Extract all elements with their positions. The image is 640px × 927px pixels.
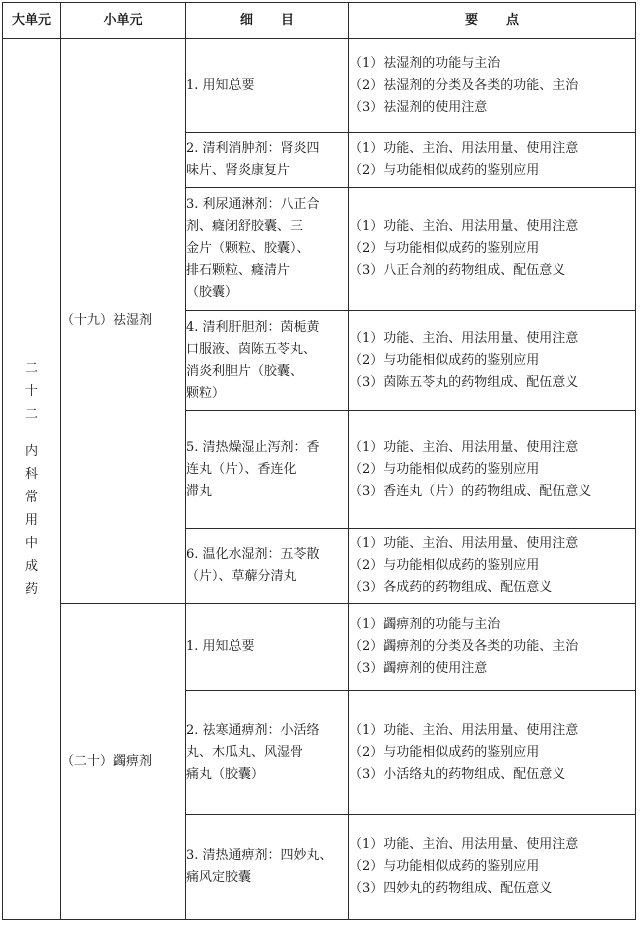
detail-cell: 2. 清利消肿剂：肾炎四 味片、肾炎康复片 — [186, 133, 349, 188]
minor-unit-cell: （二十）蠲痹剂 — [61, 604, 186, 920]
key-points-cell: （1）功能、主治、用法用量、使用注意 （2）与功能相似成药的鉴别应用 （3）小活络丸的药物组成、配伍意义 — [349, 691, 636, 815]
detail-cell: 4. 清利肝胆剂：茵栀黄 口服液、茵陈五苓丸、 消炎利胆片（胶囊、 颗粒） — [186, 311, 349, 411]
header-major-unit: 大单元 — [3, 3, 61, 39]
detail-cell: 3. 清热通痹剂：四妙丸、 痛风定胶囊 — [186, 815, 349, 920]
detail-cell: 2. 祛寒通痹剂：小活络 丸、木瓜丸、风湿骨 痛丸（胶囊） — [186, 691, 349, 815]
header-minor-unit: 小单元 — [61, 3, 186, 39]
key-points-cell: （1）功能、主治、用法用量、使用注意 （2）与功能相似成药的鉴别应用 — [349, 133, 636, 188]
key-points-cell: （1）功能、主治、用法用量、使用注意 （2）与功能相似成药的鉴别应用 （3）茵陈五苓丸的药物组成、配伍意义 — [349, 311, 636, 411]
table-row — [3, 39, 636, 133]
detail-cell: 6. 温化水湿剂：五苓散 （片）、草薢分清丸 — [186, 529, 349, 604]
key-points-cell: （1）功能、主治、用法用量、使用注意 （2）与功能相似成药的鉴别应用 （3）八正合剂的药物组成、配伍意义 — [349, 188, 636, 311]
key-points-cell: （1）功能、主治、用法用量、使用注意 （2）与功能相似成药的鉴别应用 （3）四妙丸的药物组成、配伍意义 — [349, 815, 636, 920]
key-points-cell: （1）功能、主治、用法用量、使用注意 （2）与功能相似成药的鉴别应用 （3）各成药的药物组成、配伍意义 — [349, 529, 636, 604]
detail-cell: 1. 用知总要 — [186, 604, 349, 691]
major-unit-cell — [3, 39, 61, 920]
syllabus-table — [2, 2, 636, 920]
detail-cell: 1. 用知总要 — [186, 39, 349, 133]
detail-cell: 3. 利尿通淋剂：八正合 剂、癃闭舒胶囊、三 金片（颗粒、胶囊）、 排石颗粒、癃清片 （胶囊） — [186, 188, 349, 311]
header-row — [3, 3, 636, 39]
major-unit-label: 二 十 二 内 科 常 用 中 成 药 — [24, 361, 38, 597]
header-detail: 细目 — [186, 3, 349, 39]
table-row — [3, 604, 636, 691]
minor-unit-cell: （十九）祛湿剂 — [61, 39, 186, 604]
key-points-cell: （1）蠲痹剂的功能与主治 （2）蠲痹剂的分类及各类的功能、主治 （3）蠲痹剂的使用注意 — [349, 604, 636, 691]
detail-cell: 5. 清热燥湿止泻剂：香 连丸（片）、香连化 滞丸 — [186, 411, 349, 529]
key-points-cell: （1）祛湿剂的功能与主治 （2）祛湿剂的分类及各类的功能、主治 （3）祛湿剂的使用注意 — [349, 39, 636, 133]
header-key-points: 要点 — [349, 3, 636, 39]
key-points-cell: （1）功能、主治、用法用量、使用注意 （2）与功能相似成药的鉴别应用 （3）香连丸（片）的药物组成、配伍意义 — [349, 411, 636, 529]
